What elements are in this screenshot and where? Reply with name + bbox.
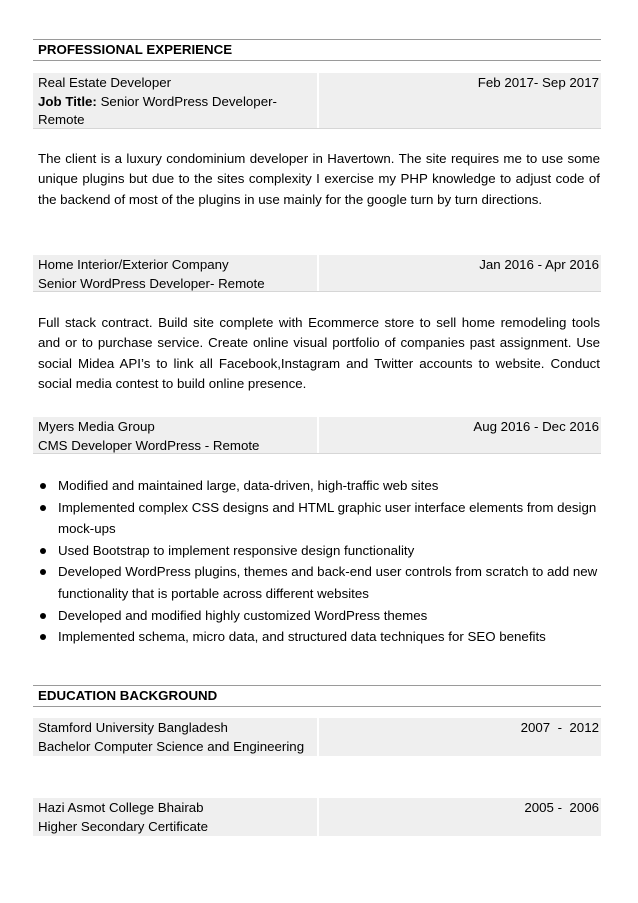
job-title-label: Job Title:: [38, 93, 97, 109]
job-title-line: [38, 93, 314, 112]
list-item: Developed WordPress plugins, themes and back-end user controls from scratch to add new functionality that is portable across different websites: [38, 561, 600, 604]
job-info: [38, 256, 314, 293]
job-date: Jan 2016 - Apr 2016: [479, 257, 599, 272]
job-title: Senior WordPress Developer- Remote: [38, 275, 265, 291]
education-info: [38, 719, 314, 756]
list-item: Modified and maintained large, data-driven, high-traffic web sites: [38, 475, 600, 497]
education-date: 2007 - 2012: [520, 720, 599, 735]
education-info: [38, 799, 314, 836]
list-item: Implemented complex CSS designs and HTML graphic user interface elements from design mock-ups: [38, 497, 600, 540]
job-title-continued: Remote: [38, 112, 85, 128]
experience-heading: PROFESSIONAL EXPERIENCE: [33, 39, 601, 61]
company-name: Home Interior/Exterior Company: [38, 257, 229, 272]
job-info: [38, 418, 314, 455]
job-description-2: Full stack contract. Build site complete with Ecommerce store to sell home remodeling tools and or to purchase service. Create online visual portfolio of companies past assignment. Use social Midea API’s to link all Facebook,Instagram and Twitter accounts to website. Conduct social media contest to build online presence.: [38, 315, 600, 391]
job-info: [38, 74, 314, 130]
job-entry-2: [33, 255, 601, 292]
job-entry-3: [33, 417, 601, 454]
job-3-bullet-list: [38, 475, 600, 648]
job-title: Senior WordPress Developer-: [100, 93, 277, 109]
list-item: Implemented schema, micro data, and structured data techniques for SEO benefits: [38, 626, 600, 648]
list-item: Developed and modified highly customized WordPress themes: [38, 605, 600, 627]
education-entry-1: [33, 718, 601, 756]
degree-name: Higher Secondary Certificate: [38, 818, 208, 834]
degree-name: Bachelor Computer Science and Engineering: [38, 738, 305, 754]
company-name: Myers Media Group: [38, 419, 155, 434]
education-heading: EDUCATION BACKGROUND: [33, 685, 601, 707]
job-description-1: The client is a luxury condominium developer in Havertown. The site requires me to use some unique plugins but due to the sites complexity I exercise my PHP knowledge to adjust code of the backend of most of the plugins in use mainly for the google turn by turn directions.: [38, 151, 600, 207]
education-entry-2: [33, 798, 601, 836]
job-date: Aug 2016 - Dec 2016: [473, 419, 599, 434]
job-date: Feb 2017- Sep 2017: [477, 75, 599, 90]
list-item: Used Bootstrap to implement responsive design functionality: [38, 540, 600, 562]
company-name: Real Estate Developer: [38, 75, 172, 90]
school-name: Hazi Asmot College Bhairab: [38, 800, 204, 815]
school-name: Stamford University Bangladesh: [38, 720, 228, 735]
job-title: CMS Developer WordPress - Remote: [38, 437, 260, 453]
education-date: 2005 - 2006: [524, 800, 599, 815]
job-entry-1: [33, 73, 601, 129]
